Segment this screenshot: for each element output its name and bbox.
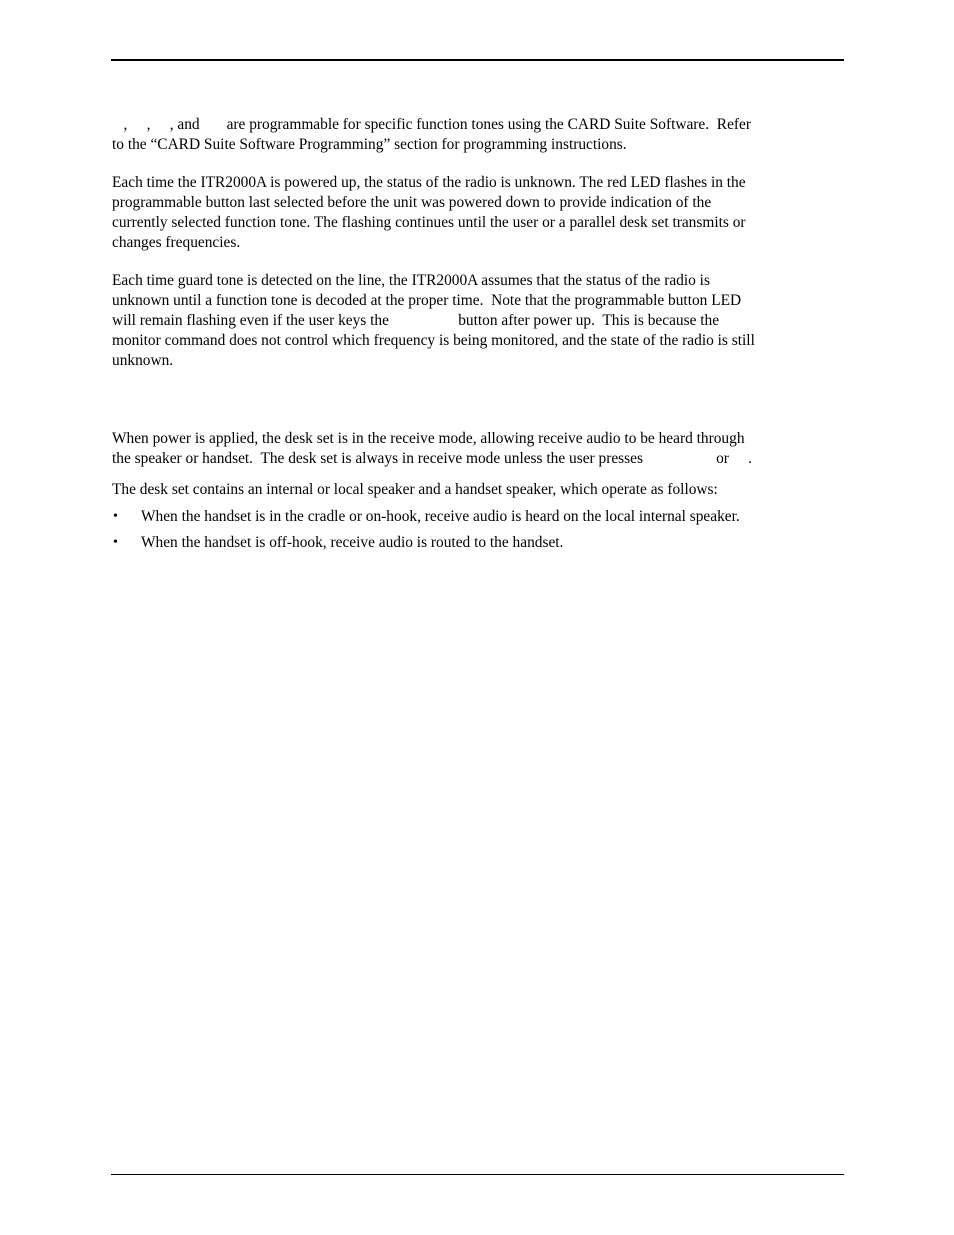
text-line: unknown until a function tone is decoded at the proper time. Note that the programmable button LED [112,292,742,309]
paragraph-programmable-buttons [112,115,840,155]
list-item [112,507,840,527]
speaker-bullet-list [112,507,840,553]
text-line: programmable button last selected before the unit was powered down to provide indication of the [112,194,712,211]
text-line: currently selected function tone. The flashing continues until the user or a parallel desk set transmits or [112,214,746,231]
paragraph-power-up-status [112,173,840,253]
text-line: , , , and are programmable for specific function tones using the CARD Suite Software. Refer [112,116,751,133]
list-item [112,533,840,553]
text-line: will remain flashing even if the user keys the button after power up. This is because the [112,312,720,329]
text-line: unknown. [112,352,174,369]
paragraph-receive-mode [112,429,840,469]
footer-rule [111,1174,844,1175]
paragraph-speakers: The desk set contains an internal or local speaker and a handset speaker, which operate as follows: [112,481,718,498]
text-line: changes frequencies. [112,234,241,251]
text-line: When power is applied, the desk set is in the receive mode, allowing receive audio to be heard through [112,430,745,447]
bullet-icon: • [113,535,118,550]
bullet-icon: • [113,509,118,524]
list-item-text: When the handset is off-hook, receive audio is routed to the handset. [141,534,564,551]
header-rule [111,59,844,61]
text-line: the speaker or handset. The desk set is always in receive mode unless the user presses or . [112,450,752,467]
text-line: monitor command does not control which frequency is being monitored, and the state of the radio is still [112,332,755,349]
text-line: Each time the ITR2000A is powered up, the status of the radio is unknown. The red LED flashes in the [112,174,746,191]
document-body [112,115,840,559]
paragraph-guard-tone [112,271,840,371]
list-item-text: When the handset is in the cradle or on-hook, receive audio is heard on the local internal speaker. [141,508,740,525]
text-line: Each time guard tone is detected on the line, the ITR2000A assumes that the status of the radio is [112,272,710,289]
text-line: to the “CARD Suite Software Programming” section for programming instructions. [112,136,627,153]
